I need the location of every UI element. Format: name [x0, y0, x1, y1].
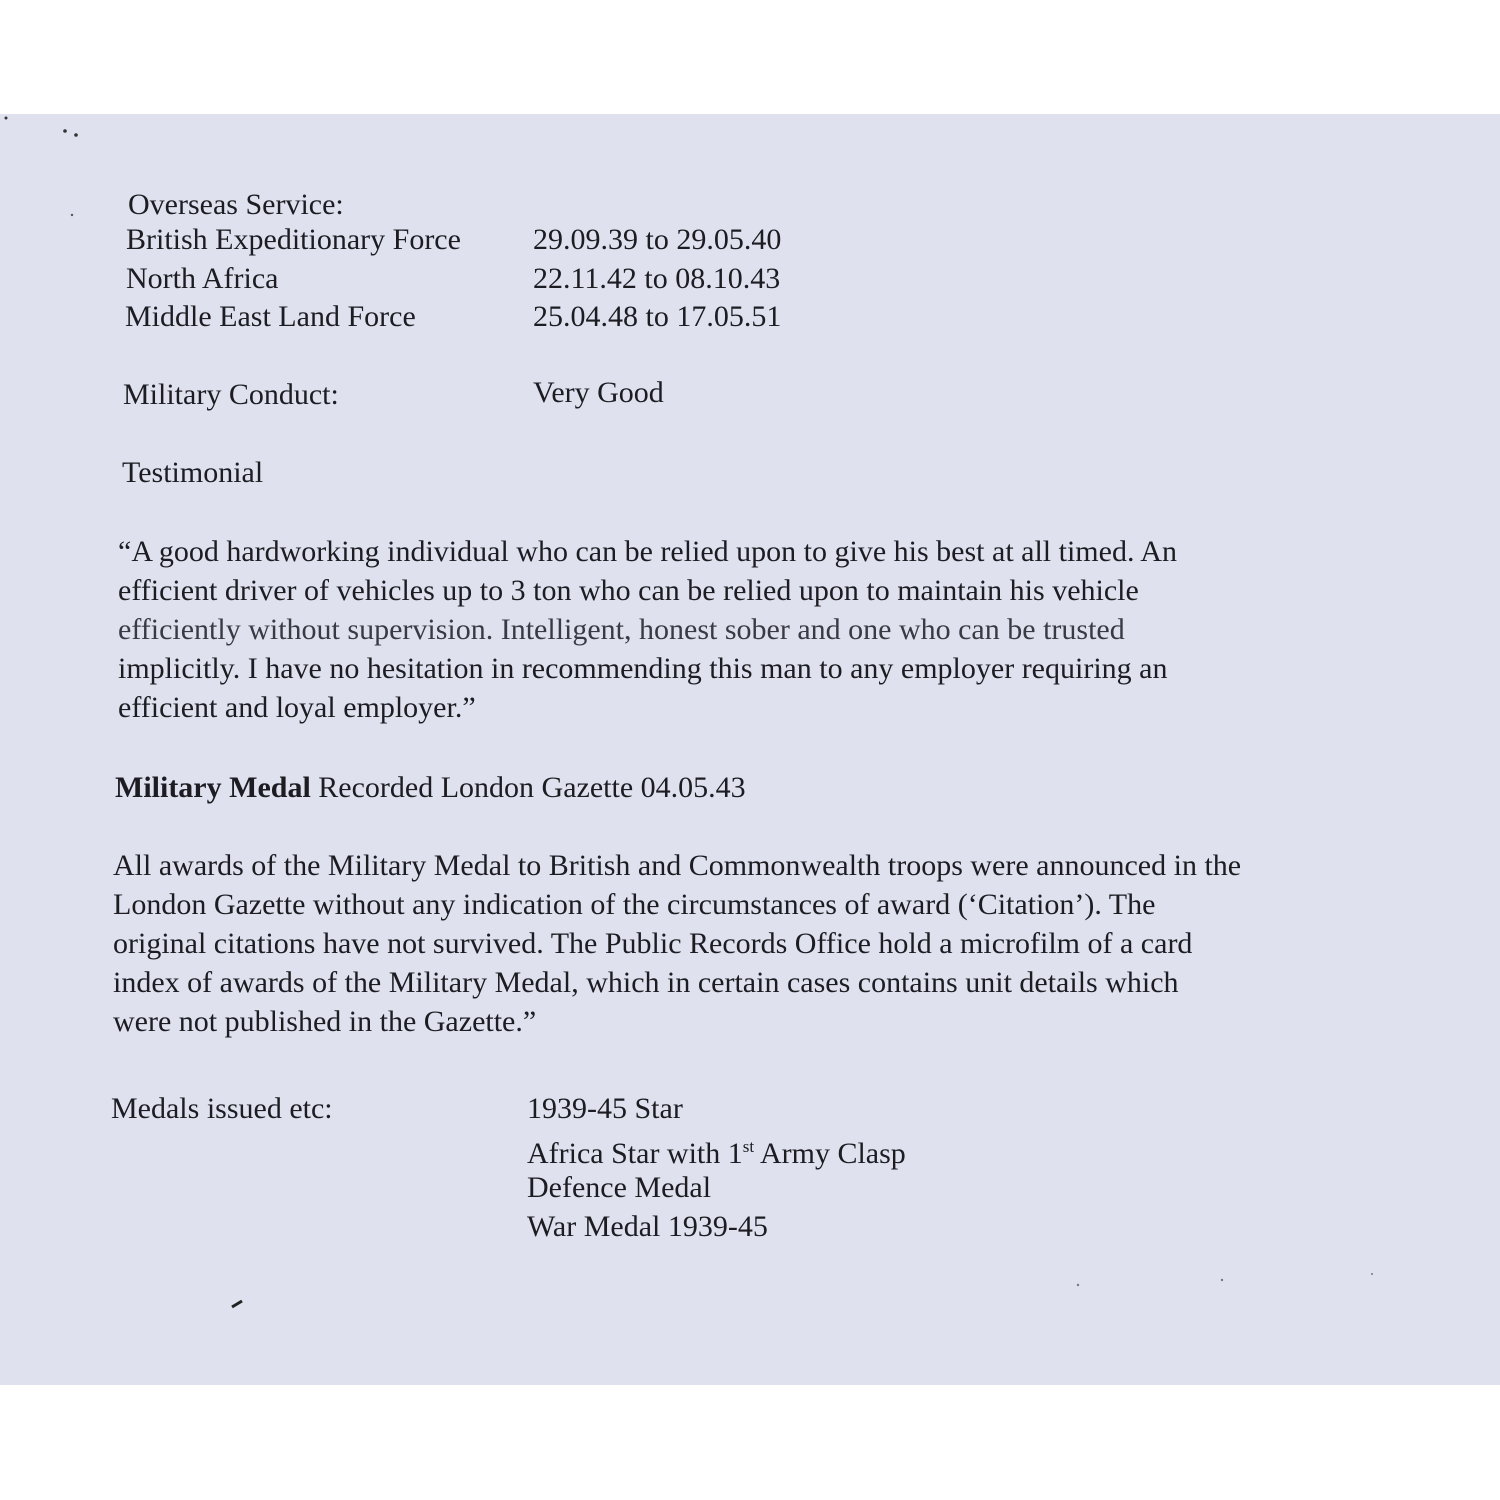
testimonial-line: efficient and loyal employer.”	[118, 691, 476, 724]
medal-record-text: Recorded London Gazette 04.05.43	[310, 771, 746, 804]
testimonial-line: efficiently without supervision. Intelligent, honest sober and one who can be trusted	[118, 613, 1125, 646]
medal-record	[115, 769, 746, 807]
document-page	[0, 114, 1500, 1385]
medal-item: Defence Medal	[527, 1171, 712, 1204]
testimonial-quote	[118, 532, 1418, 727]
awards-note-line: original citations have not survived. The Public Records Office hold a microfilm of a card	[113, 927, 1193, 960]
medals-label: Medals issued etc:	[111, 1092, 333, 1125]
overseas-dates-3: 25.04.48 to 17.05.51	[533, 300, 782, 333]
awards-note-line: All awards of the Military Medal to British and Commonwealth troops were announced in the	[113, 849, 1242, 882]
medal-item: War Medal 1939-45	[527, 1210, 768, 1243]
medal-item: Africa Star with 1	[527, 1137, 743, 1170]
conduct-label: Military Conduct:	[123, 378, 339, 411]
medal-item-africa	[527, 1128, 906, 1173]
testimonial-line: implicitly. I have no hesitation in recommending this man to any employer requiring an	[118, 652, 1168, 685]
awards-note-line: London Gazette without any indication of the circumstances of award (‘Citation’). The	[113, 888, 1156, 921]
medal-item: 1939-45 Star	[527, 1092, 683, 1125]
medal-item-suffix: Army Clasp	[754, 1137, 906, 1170]
awards-note	[113, 846, 1413, 1041]
awards-note-line: index of awards of the Military Medal, which in certain cases contains unit details which	[113, 966, 1179, 999]
medal-record-title: Military Medal	[115, 771, 311, 804]
testimonial-line: “A good hardworking individual who can be relied upon to give his best at all timed. An	[118, 535, 1177, 568]
medal-item-sup: st	[742, 1137, 755, 1156]
overseas-heading: Overseas Service:	[128, 188, 344, 221]
overseas-place-3: Middle East Land Force	[125, 300, 416, 333]
testimonial-line: efficient driver of vehicles up to 3 ton who can be relied upon to maintain his vehicle	[118, 574, 1139, 607]
overseas-place-1: British Expeditionary Force	[126, 223, 461, 256]
awards-note-line: were not published in the Gazette.”	[113, 1005, 537, 1038]
testimonial-heading: Testimonial	[122, 456, 264, 489]
conduct-value: Very Good	[533, 376, 664, 409]
overseas-dates-2: 22.11.42 to 08.10.43	[533, 262, 781, 295]
overseas-place-2: North Africa	[126, 262, 279, 295]
overseas-dates-1: 29.09.39 to 29.05.40	[533, 223, 782, 256]
